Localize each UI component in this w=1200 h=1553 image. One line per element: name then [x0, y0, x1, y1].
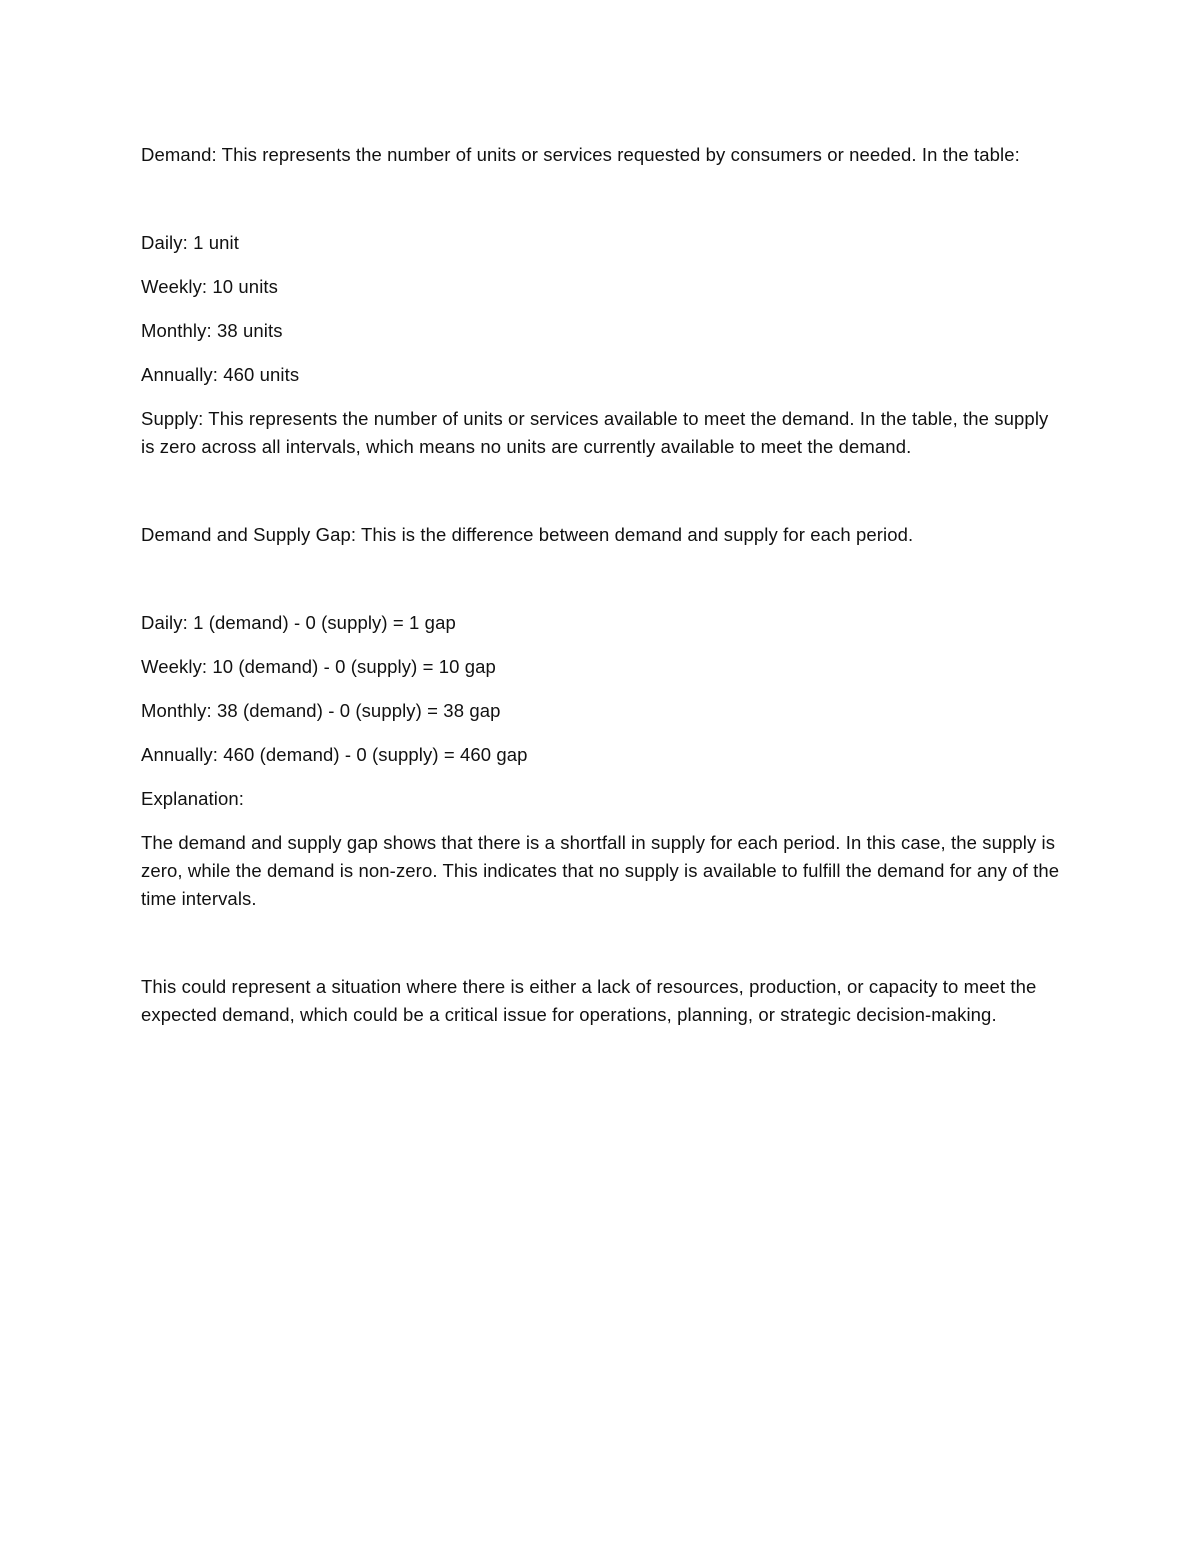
explanation-paragraph: The demand and supply gap shows that there is a shortfall in supply for each period. In this case, the supply is zero, while the demand is non-zero. This indicates that no supply is available to fulfill the demand for any of the time intervals. [141, 832, 1060, 909]
gap-item-monthly: Monthly: 38 (demand) - 0 (supply) = 38 gap [141, 700, 501, 721]
conclusion-paragraph: This could represent a situation where there is either a lack of resources, production, or capacity to meet the expected demand, which could be a critical issue for operations, planning, or strategic decision-making. [141, 976, 1037, 1025]
gap-item-annually: Annually: 460 (demand) - 0 (supply) = 460 gap [141, 744, 528, 765]
supply-paragraph: Supply: This represents the number of units or services available to meet the demand. In the table, the supply is zero across all intervals, which means no units are currently available to meet the demand. [141, 408, 1049, 457]
demand-item-daily: Daily: 1 unit [141, 232, 239, 253]
demand-item-monthly: Monthly: 38 units [141, 320, 283, 341]
demand-item-annually: Annually: 460 units [141, 364, 300, 385]
gap-item-daily: Daily: 1 (demand) - 0 (supply) = 1 gap [141, 612, 456, 633]
demand-item-weekly: Weekly: 10 units [141, 276, 278, 297]
gap-intro-paragraph: Demand and Supply Gap: This is the difference between demand and supply for each period. [141, 524, 914, 545]
demand-intro-paragraph: Demand: This represents the number of units or services requested by consumers or needed. In the table: [141, 144, 1020, 165]
explanation-heading: Explanation: [141, 788, 245, 809]
gap-item-weekly: Weekly: 10 (demand) - 0 (supply) = 10 gap [141, 656, 496, 677]
document-body [141, 141, 1061, 1029]
